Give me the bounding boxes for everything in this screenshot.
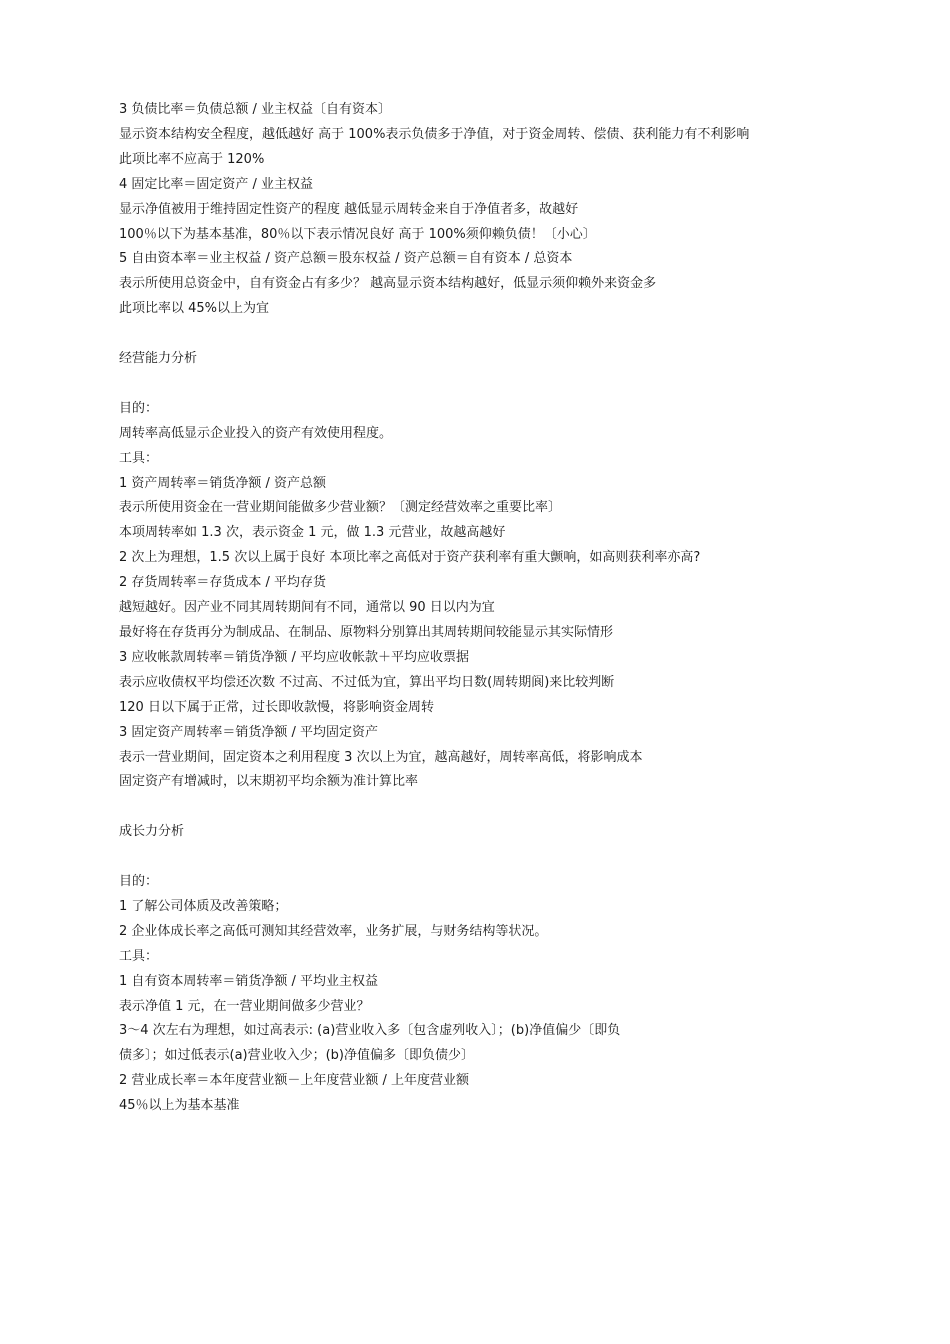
text-line: 45％以上为基本基准 [119,1098,240,1114]
text-line: 3 负债比率＝负债总额 / 业主权益〔自有资本〕 [119,102,392,117]
text-line: 1 资产周转率＝销货净额 / 资产总额 [119,475,327,491]
text-line: 固定资产有增减时，以末期初平均余额为准计算比率 [119,774,419,790]
blank-line [119,795,839,820]
text-line: 表示所使用资金在一营业期间能做多少营业额？〔测定经营效率之重要比率〕 [119,500,562,516]
text-line: 表示应收债权平均偿还次数 不过高、不过低为宜，算出平均日数(周转期阆)来比较判断 [119,674,615,690]
text-line: 100％以下为基本基准，80％以下表示情况良好 高于 100%须仰赖负债！〔小心〕 [119,226,596,242]
section-heading-growth-ability: 成长力分析 [119,824,185,840]
text-line: 2 存货周转率＝存货成本 / 平均存货 [119,575,327,591]
text-line: 表示净值 1 元，在一营业期间做多少营业？ [119,998,370,1014]
text-line: 2 次上为理想，1.5 次以上属于良好 本项比率之高低对于资产获利率有重大颤响，如高则获利率亦高? [119,550,701,566]
text-line: 周转率高低显示企业投入的资产有效使用程度。 [119,425,393,441]
text-line: 工具： [119,450,159,466]
text-line: 3～4 次左右为理想，如过高表示: (a)营业收入多〔包含虚列收入〕；(b)净值偏少〔即负 [119,1023,621,1039]
document-body [119,98,839,1119]
text-line: 3 固定资产周转率＝销货净额 / 平均固定资产 [119,724,379,740]
text-line: 本项周转率如 1.3 次，表示资金 1 元，做 1.3 元营业，故越高越好 [119,525,506,541]
text-line: 越短越好。因产业不同其周转期间有不同，通常以 90 日以内为宜 [119,600,495,616]
text-line: 显示净值被用于维持固定性资产的程度 越低显示周转金来自于净值者多，故越好 [119,201,579,217]
text-line: 工具： [119,948,159,964]
text-line: 债多〕；如过低表示(a)营业收入少；(b)净值偏多〔即负债少〕 [119,1048,475,1064]
text-line: 目的： [119,874,159,890]
text-line: 表示一营业期间，固定资本之利用程度 3 次以上为宜，越高越好，周转率高低，将影响成本 [119,749,643,765]
text-line: 此项比率以 45%以上为宜 [119,301,270,317]
text-line: 1 自有资本周转率＝销货净额 / 平均业主权益 [119,973,379,989]
text-line: 4 固定比率＝固定资产 / 业主权益 [119,176,314,192]
blank-line [119,322,839,347]
text-line: 2 企业体成长率之高低可测知其经营效率，业务扩展，与财务结构等状况。 [119,923,548,939]
text-line: 120 日以下属于正常，过长即收款慢，将影响资金周转 [119,699,434,715]
text-line: 2 营业成长率＝本年度营业额－上年度营业额 / 上年度营业额 [119,1073,470,1089]
text-line: 5 自由资本率＝业主权益 / 资产总额＝股东权益 / 资产总额＝自有资本 / 总资本 [119,251,573,267]
section-heading-operating-ability: 经营能力分析 [119,351,198,367]
blank-line [119,845,839,870]
text-line: 1 了解公司体质及改善策略； [119,898,288,914]
text-line: 3 应收帐款周转率＝销货净额 / 平均应收帐款＋平均应收票据 [119,649,470,665]
blank-line [119,372,839,397]
text-line: 目的： [119,400,159,416]
text-line: 此项比率不应高于 120% [119,151,265,167]
text-line: 最好将在存货再分为制成品、在制品、原物料分别算出其周转期间较能显示其实际情形 [119,625,614,640]
text-line: 表示所使用总资金中，自有资金占有多少？ 越高显示资本结构越好，低显示须仰赖外来资金多 [119,276,657,292]
text-line: 显示资本结构安全程度，越低越好 高于 100%表示负债多于净值，对于资金周转、偿债、获利能力有不利影响 [119,126,750,142]
